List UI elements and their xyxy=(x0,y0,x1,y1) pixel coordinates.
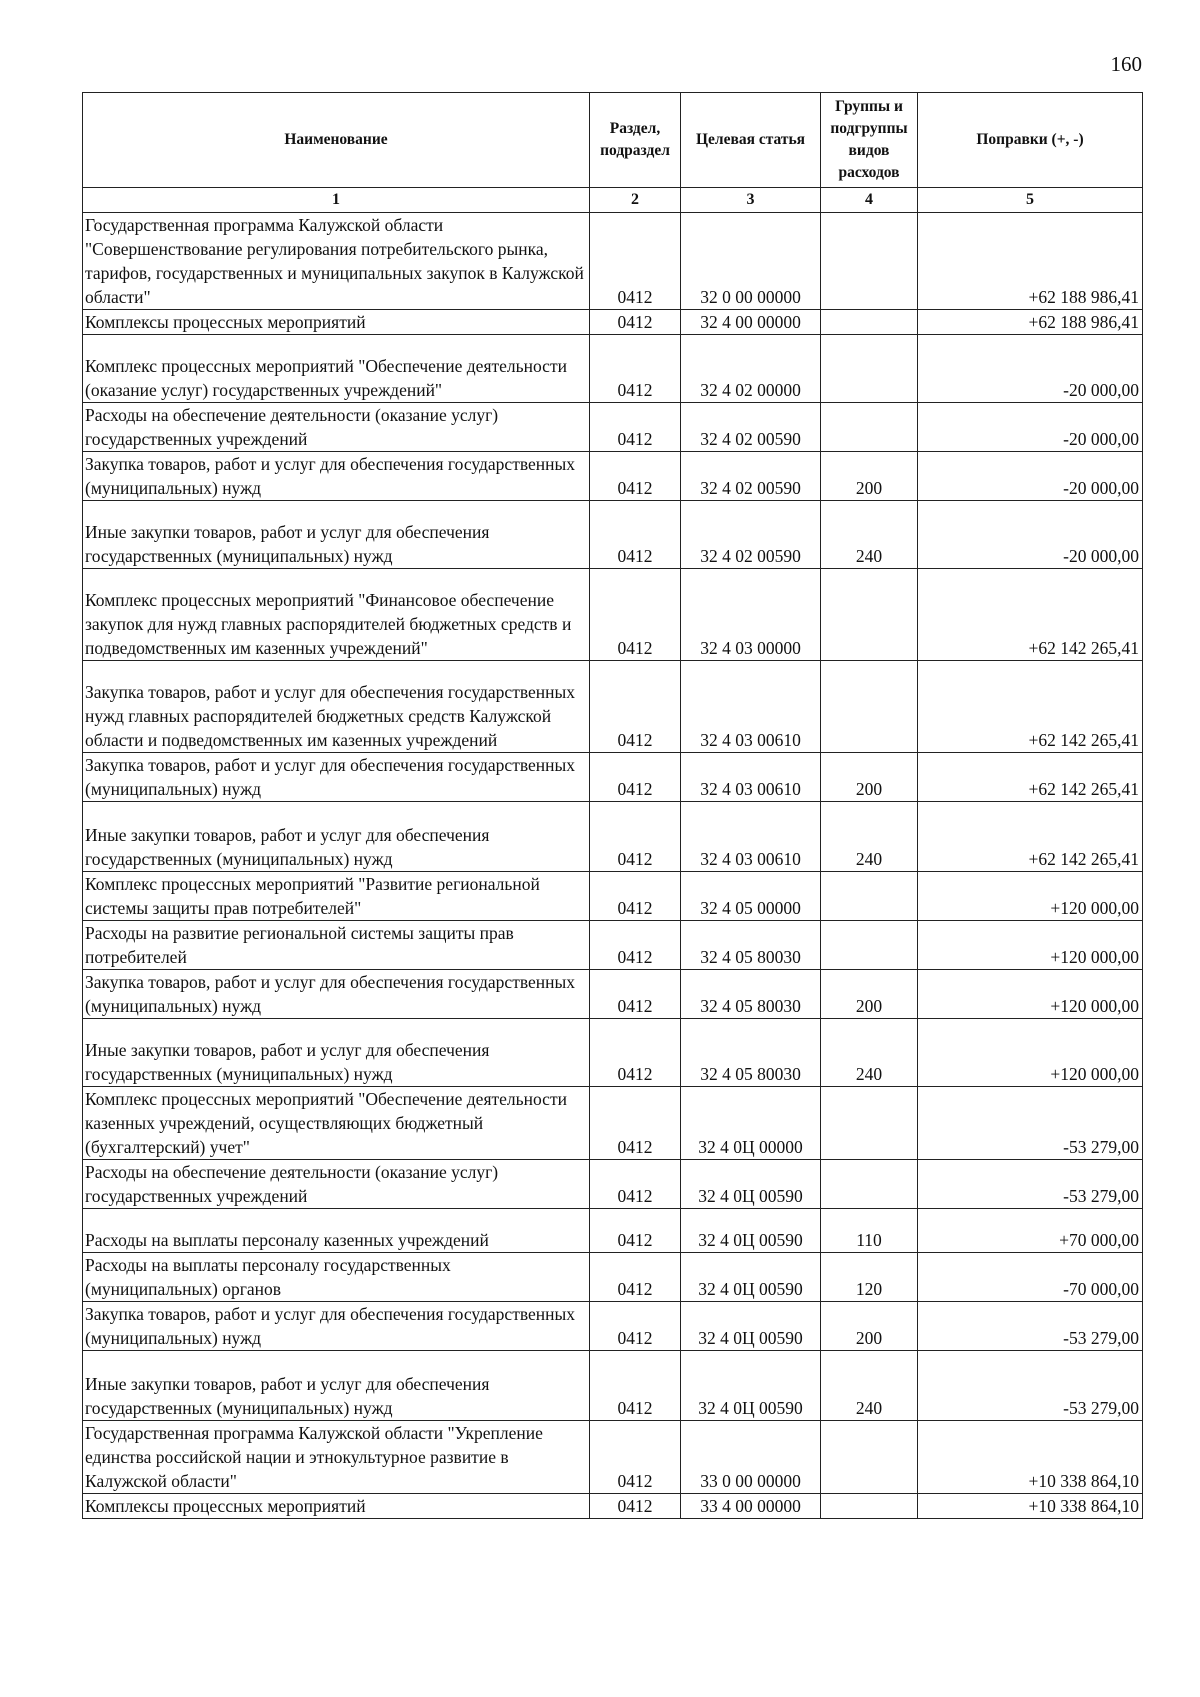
row-article-cell: 32 4 03 00000 xyxy=(681,569,821,661)
table-row xyxy=(83,1019,1143,1087)
header-amendments: Поправки (+, -) xyxy=(918,93,1143,188)
row-amount-cell: +120 000,00 xyxy=(918,970,1143,1019)
row-section-cell: 0412 xyxy=(590,452,681,501)
row-group-cell: 240 xyxy=(821,1019,918,1087)
row-section-cell: 0412 xyxy=(590,753,681,802)
row-name-cell: Иные закупки товаров, работ и услуг для обеспечения государственных (муниципальных) нужд xyxy=(83,802,590,872)
header-name: Наименование xyxy=(83,93,590,188)
row-article-cell: 32 0 00 00000 xyxy=(681,213,821,310)
row-amount-cell: -20 000,00 xyxy=(918,403,1143,452)
row-name-cell: Расходы на обеспечение деятельности (оказание услуг) государственных учреждений xyxy=(83,403,590,452)
row-section-cell: 0412 xyxy=(590,802,681,872)
row-group-cell: 240 xyxy=(821,802,918,872)
table-row xyxy=(83,1351,1143,1421)
row-name-cell: Государственная программа Калужской области "Укрепление единства российской нации и этнокультурное развитие в Калужской области" xyxy=(83,1421,590,1494)
row-amount-cell: -20 000,00 xyxy=(918,501,1143,569)
table-header-row xyxy=(83,93,1143,188)
row-article-cell: 32 4 0Ц 00590 xyxy=(681,1253,821,1302)
row-name-cell: Комплекс процессных мероприятий "Обеспечение деятельности казенных учреждений, осуществляющих бюджетный (бухгалтерский) учет" xyxy=(83,1087,590,1160)
row-amount-cell: +10 338 864,10 xyxy=(918,1421,1143,1494)
row-section-cell: 0412 xyxy=(590,1209,681,1253)
table-row xyxy=(83,1160,1143,1209)
row-article-cell: 32 4 05 00000 xyxy=(681,872,821,921)
table-row xyxy=(83,1209,1143,1253)
row-name-cell: Расходы на выплаты персоналу государственных (муниципальных) органов xyxy=(83,1253,590,1302)
table-row xyxy=(83,310,1143,335)
row-amount-cell: -53 279,00 xyxy=(918,1302,1143,1351)
row-section-cell: 0412 xyxy=(590,569,681,661)
row-name-cell: Закупка товаров, работ и услуг для обеспечения государственных (муниципальных) нужд xyxy=(83,753,590,802)
table-row xyxy=(83,661,1143,753)
table-body xyxy=(83,213,1143,1519)
row-group-cell: 240 xyxy=(821,501,918,569)
table-row xyxy=(83,753,1143,802)
row-section-cell: 0412 xyxy=(590,921,681,970)
row-amount-cell: -53 279,00 xyxy=(918,1087,1143,1160)
row-amount-cell: +62 188 986,41 xyxy=(918,213,1143,310)
row-section-cell: 0412 xyxy=(590,335,681,403)
row-group-cell xyxy=(821,1087,918,1160)
row-amount-cell: -53 279,00 xyxy=(918,1351,1143,1421)
row-article-cell: 32 4 05 80030 xyxy=(681,1019,821,1087)
row-article-cell: 32 4 03 00610 xyxy=(681,661,821,753)
row-name-cell: Государственная программа Калужской области "Совершенствование регулирования потребительского рынка, тарифов, государственных и муниципальных закупок в Калужской области" xyxy=(83,213,590,310)
row-name-cell: Комплекс процессных мероприятий "Финансовое обеспечение закупок для нужд главных распорядителей бюджетных средств и подведомственных им казенных учреждений" xyxy=(83,569,590,661)
row-section-cell: 0412 xyxy=(590,970,681,1019)
row-article-cell: 32 4 00 00000 xyxy=(681,310,821,335)
table-row xyxy=(83,452,1143,501)
row-amount-cell: -20 000,00 xyxy=(918,335,1143,403)
row-name-cell: Закупка товаров, работ и услуг для обеспечения государственных (муниципальных) нужд xyxy=(83,1302,590,1351)
table-row xyxy=(83,335,1143,403)
row-article-cell: 33 4 00 00000 xyxy=(681,1494,821,1519)
row-group-cell xyxy=(821,921,918,970)
row-name-cell: Комплекс процессных мероприятий "Развитие региональной системы защиты прав потребителей" xyxy=(83,872,590,921)
table-row xyxy=(83,802,1143,872)
row-amount-cell: +62 188 986,41 xyxy=(918,310,1143,335)
row-group-cell: 110 xyxy=(821,1209,918,1253)
column-number: 3 xyxy=(681,188,821,213)
row-name-cell: Комплекс процессных мероприятий "Обеспечение деятельности (оказание услуг) государственных учреждений" xyxy=(83,335,590,403)
row-amount-cell: +120 000,00 xyxy=(918,872,1143,921)
row-group-cell xyxy=(821,310,918,335)
table-row xyxy=(83,970,1143,1019)
row-article-cell: 32 4 03 00610 xyxy=(681,802,821,872)
row-article-cell: 32 4 0Ц 00590 xyxy=(681,1351,821,1421)
row-article-cell: 33 0 00 00000 xyxy=(681,1421,821,1494)
row-article-cell: 32 4 05 80030 xyxy=(681,921,821,970)
row-section-cell: 0412 xyxy=(590,1421,681,1494)
row-amount-cell: +62 142 265,41 xyxy=(918,802,1143,872)
row-amount-cell: -70 000,00 xyxy=(918,1253,1143,1302)
row-amount-cell: +70 000,00 xyxy=(918,1209,1143,1253)
column-number: 4 xyxy=(821,188,918,213)
row-amount-cell: -53 279,00 xyxy=(918,1160,1143,1209)
row-group-cell xyxy=(821,872,918,921)
table-row xyxy=(83,1421,1143,1494)
row-section-cell: 0412 xyxy=(590,213,681,310)
table-row xyxy=(83,872,1143,921)
row-group-cell xyxy=(821,403,918,452)
row-section-cell: 0412 xyxy=(590,403,681,452)
row-name-cell: Закупка товаров, работ и услуг для обеспечения государственных (муниципальных) нужд xyxy=(83,970,590,1019)
row-group-cell xyxy=(821,335,918,403)
row-amount-cell: +120 000,00 xyxy=(918,1019,1143,1087)
row-group-cell: 200 xyxy=(821,753,918,802)
row-article-cell: 32 4 02 00590 xyxy=(681,501,821,569)
table-row xyxy=(83,921,1143,970)
column-number-row xyxy=(83,188,1143,213)
row-name-cell: Закупка товаров, работ и услуг для обеспечения государственных (муниципальных) нужд xyxy=(83,452,590,501)
row-section-cell: 0412 xyxy=(590,1019,681,1087)
row-group-cell: 120 xyxy=(821,1253,918,1302)
column-number: 2 xyxy=(590,188,681,213)
row-section-cell: 0412 xyxy=(590,1253,681,1302)
row-group-cell: 240 xyxy=(821,1351,918,1421)
header-expense-groups: Группы и подгруппы видов расходов xyxy=(821,93,918,188)
row-section-cell: 0412 xyxy=(590,661,681,753)
table-row xyxy=(83,1253,1143,1302)
header-target-article: Целевая статья xyxy=(681,93,821,188)
row-article-cell: 32 4 02 00590 xyxy=(681,403,821,452)
row-section-cell: 0412 xyxy=(590,1160,681,1209)
row-article-cell: 32 4 0Ц 00590 xyxy=(681,1209,821,1253)
header-section: Раздел, подраздел xyxy=(590,93,681,188)
row-amount-cell: -20 000,00 xyxy=(918,452,1143,501)
row-group-cell: 200 xyxy=(821,970,918,1019)
row-article-cell: 32 4 0Ц 00000 xyxy=(681,1087,821,1160)
row-group-cell xyxy=(821,1160,918,1209)
table-row xyxy=(83,569,1143,661)
row-name-cell: Расходы на выплаты персоналу казенных учреждений xyxy=(83,1209,590,1253)
row-name-cell: Комплексы процессных мероприятий xyxy=(83,310,590,335)
table-row xyxy=(83,501,1143,569)
row-section-cell: 0412 xyxy=(590,872,681,921)
row-article-cell: 32 4 03 00610 xyxy=(681,753,821,802)
row-article-cell: 32 4 02 00590 xyxy=(681,452,821,501)
row-group-cell xyxy=(821,569,918,661)
column-number: 1 xyxy=(83,188,590,213)
row-section-cell: 0412 xyxy=(590,1087,681,1160)
row-amount-cell: +10 338 864,10 xyxy=(918,1494,1143,1519)
row-group-cell xyxy=(821,1421,918,1494)
row-group-cell xyxy=(821,1494,918,1519)
row-amount-cell: +62 142 265,41 xyxy=(918,661,1143,753)
row-article-cell: 32 4 0Ц 00590 xyxy=(681,1160,821,1209)
row-name-cell: Иные закупки товаров, работ и услуг для обеспечения государственных (муниципальных) нужд xyxy=(83,501,590,569)
row-name-cell: Расходы на обеспечение деятельности (оказание услуг) государственных учреждений xyxy=(83,1160,590,1209)
table-row xyxy=(83,1087,1143,1160)
row-section-cell: 0412 xyxy=(590,501,681,569)
row-group-cell: 200 xyxy=(821,452,918,501)
row-name-cell: Расходы на развитие региональной системы защиты прав потребителей xyxy=(83,921,590,970)
row-name-cell: Иные закупки товаров, работ и услуг для обеспечения государственных (муниципальных) нужд xyxy=(83,1351,590,1421)
row-amount-cell: +62 142 265,41 xyxy=(918,753,1143,802)
row-name-cell: Комплексы процессных мероприятий xyxy=(83,1494,590,1519)
column-number: 5 xyxy=(918,188,1143,213)
table-row xyxy=(83,1302,1143,1351)
row-article-cell: 32 4 0Ц 00590 xyxy=(681,1302,821,1351)
row-group-cell: 200 xyxy=(821,1302,918,1351)
row-name-cell: Иные закупки товаров, работ и услуг для обеспечения государственных (муниципальных) нужд xyxy=(83,1019,590,1087)
table-row xyxy=(83,1494,1143,1519)
row-article-cell: 32 4 05 80030 xyxy=(681,970,821,1019)
row-section-cell: 0412 xyxy=(590,1302,681,1351)
page-number: 160 xyxy=(1110,52,1142,76)
table-row xyxy=(83,403,1143,452)
budget-amendments-table xyxy=(82,92,1143,1519)
row-amount-cell: +120 000,00 xyxy=(918,921,1143,970)
row-section-cell: 0412 xyxy=(590,310,681,335)
table-row xyxy=(83,213,1143,310)
row-group-cell xyxy=(821,213,918,310)
row-amount-cell: +62 142 265,41 xyxy=(918,569,1143,661)
row-section-cell: 0412 xyxy=(590,1351,681,1421)
row-name-cell: Закупка товаров, работ и услуг для обеспечения государственных нужд главных распорядителей бюджетных средств Калужской области и подведомственных им казенных учреждений xyxy=(83,661,590,753)
row-article-cell: 32 4 02 00000 xyxy=(681,335,821,403)
row-group-cell xyxy=(821,661,918,753)
row-section-cell: 0412 xyxy=(590,1494,681,1519)
